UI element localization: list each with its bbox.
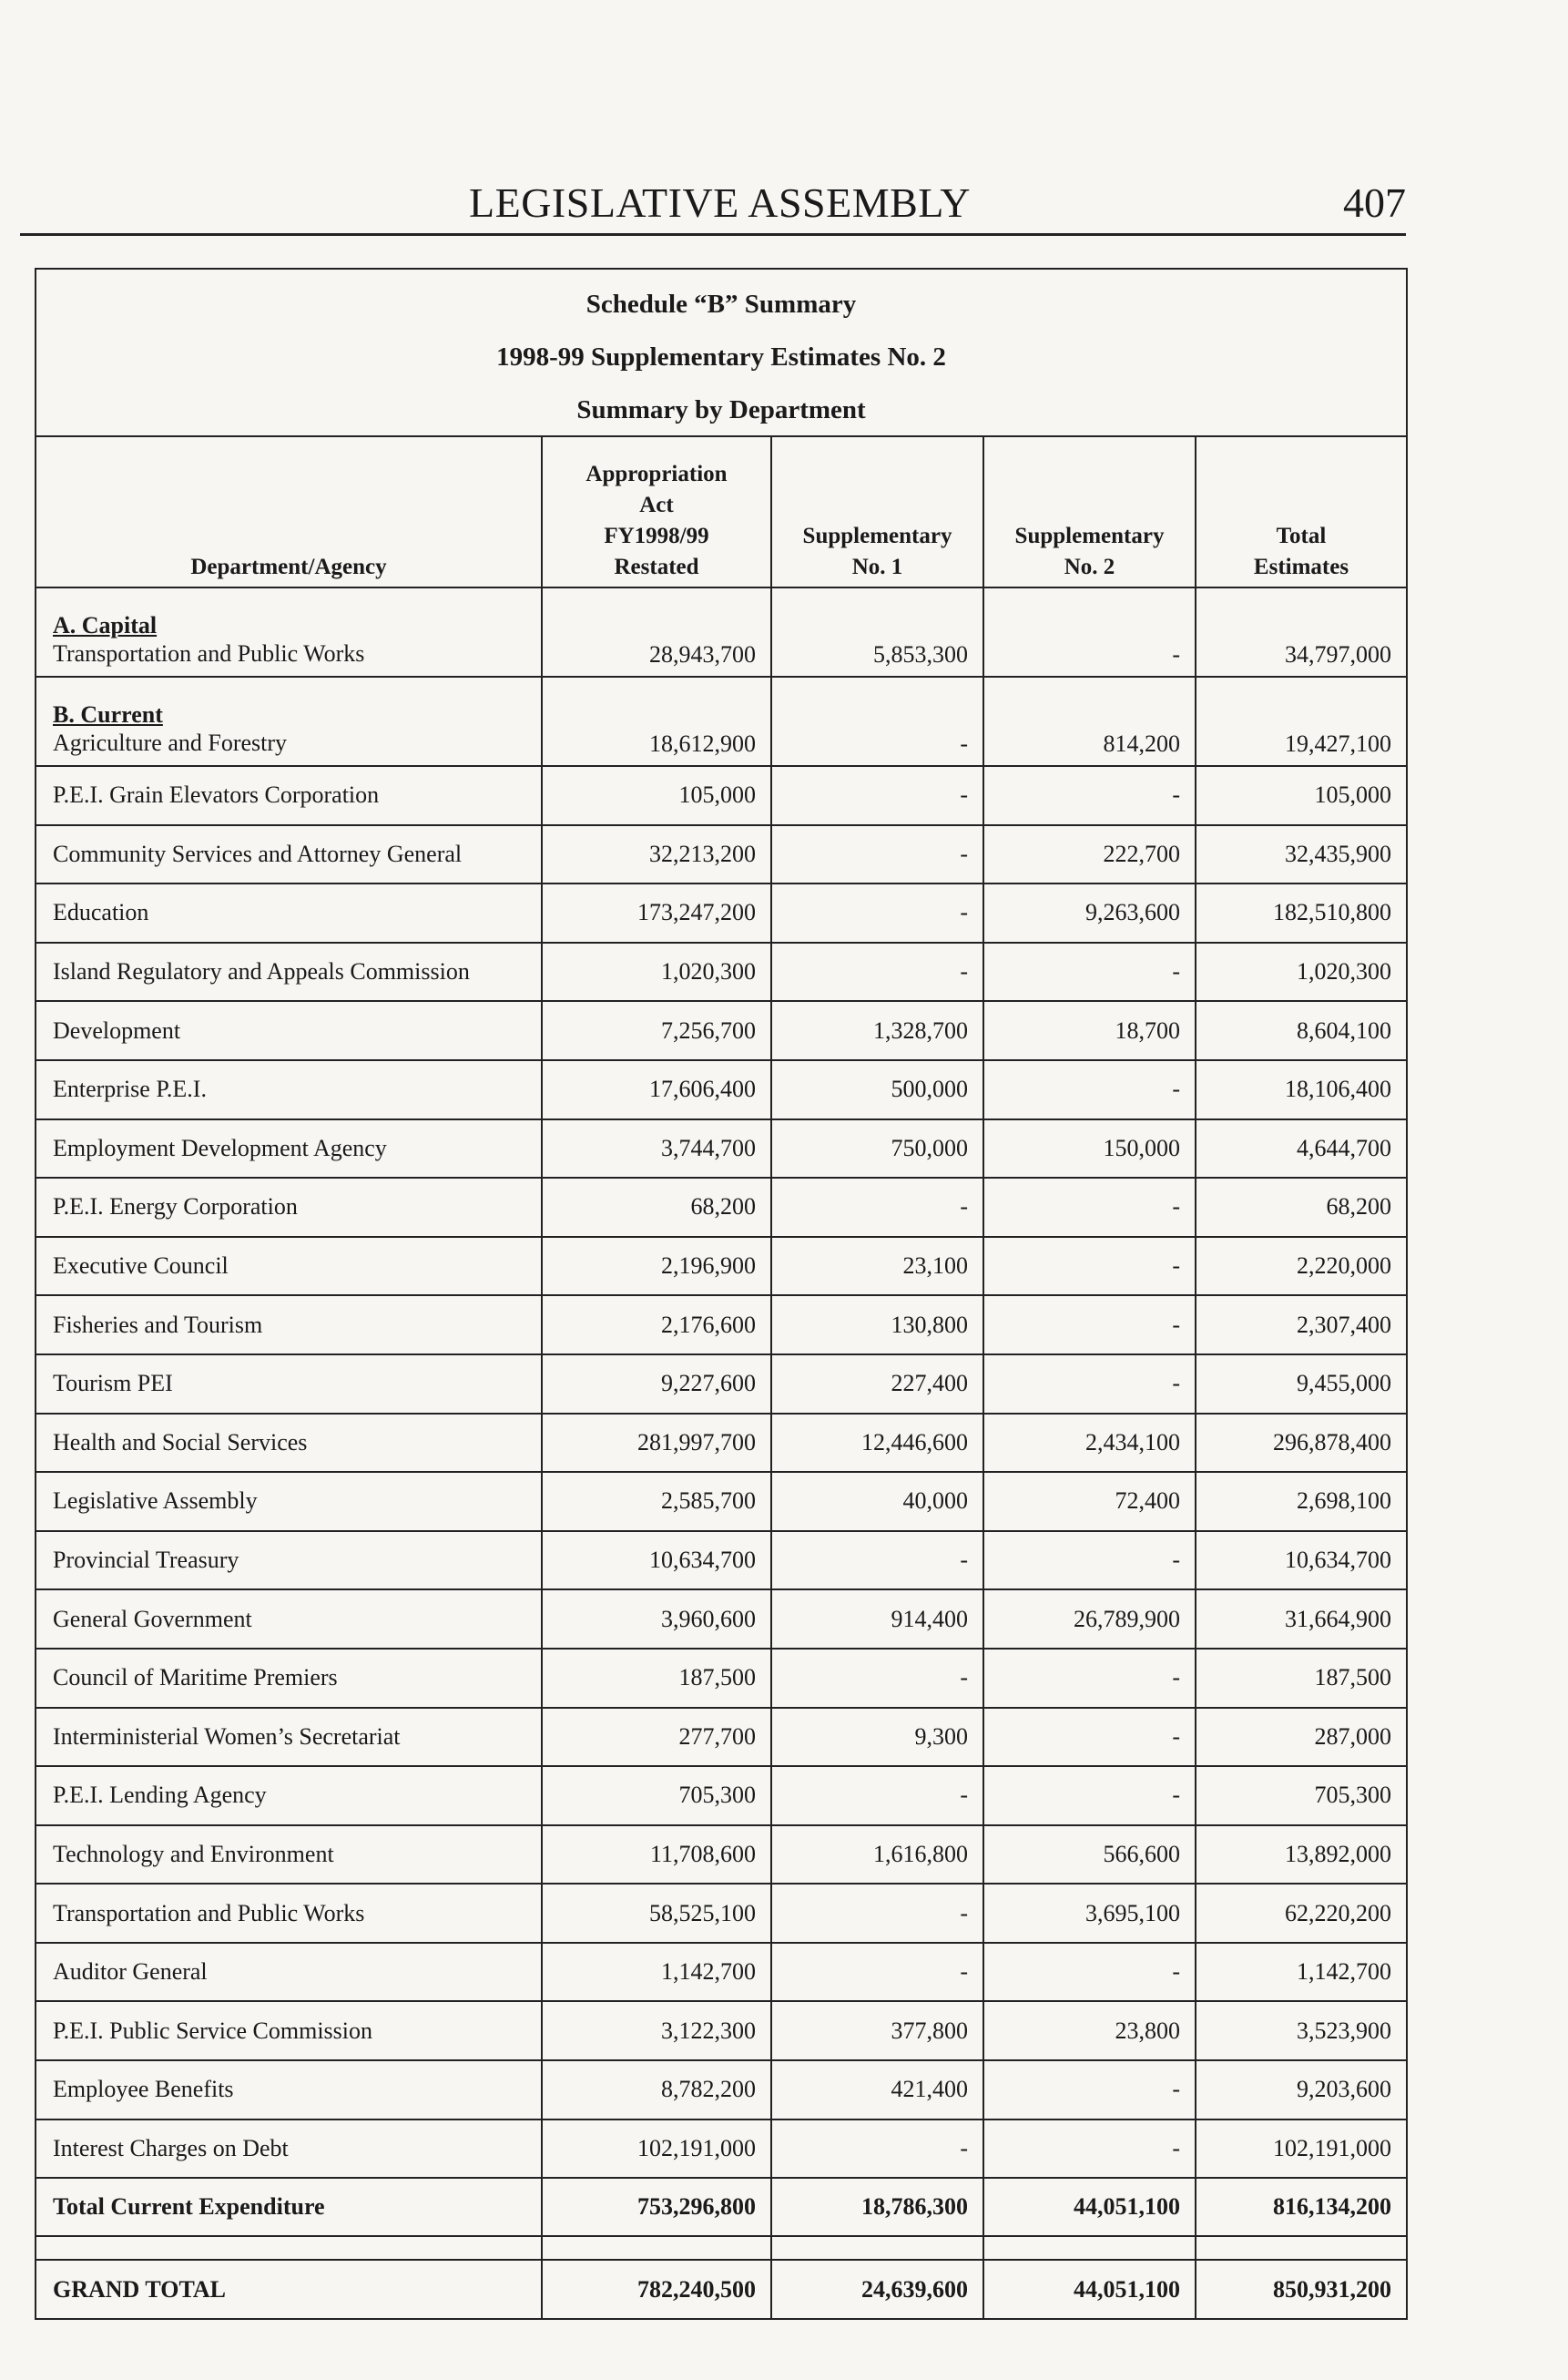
cell-supp2: -	[983, 1354, 1196, 1414]
schedule-summary-line: Summary by Department	[576, 395, 866, 424]
table-row	[36, 1943, 1406, 2002]
cell-appropriation: 17,606,400	[542, 1060, 771, 1119]
cell-supp1: -	[771, 825, 983, 884]
cell-supp1: -	[771, 1766, 983, 1825]
cell-supp1: 750,000	[771, 1119, 983, 1179]
cell-appropriation: 1,020,300	[542, 943, 771, 1002]
col-header-total-line: Estimates	[1253, 555, 1349, 579]
table-row	[36, 1060, 1406, 1119]
cell-supp2: 9,263,600	[983, 884, 1196, 943]
cell-appropriation: 281,997,700	[542, 1414, 771, 1473]
page-header	[20, 179, 1406, 236]
department-name: GRAND TOTAL	[36, 2260, 542, 2318]
col-header-appropriation-line: Restated	[614, 555, 699, 579]
cell-appropriation: 2,585,700	[542, 1472, 771, 1531]
cell-appropriation: 8,782,200	[542, 2060, 771, 2120]
col-header-appropriation-line: Appropriation	[585, 462, 728, 486]
cell-supp1: 12,446,600	[771, 1414, 983, 1473]
cell-supp2: -	[983, 766, 1196, 825]
cell-total: 18,106,400	[1196, 1060, 1406, 1119]
table-row	[36, 1649, 1406, 1708]
cell-total: 182,510,800	[1196, 884, 1406, 943]
spacer-cell	[542, 2236, 771, 2260]
cell-supp2: -	[983, 943, 1196, 1002]
cell-supp2: -	[983, 1708, 1196, 1767]
cell-supp1: 421,400	[771, 2060, 983, 2120]
table-row	[36, 1414, 1406, 1473]
table-row	[36, 884, 1406, 943]
department-name: P.E.I. Grain Elevators Corporation	[36, 766, 542, 825]
cell-total: 31,664,900	[1196, 1589, 1406, 1649]
cell-total: 8,604,100	[1196, 1001, 1406, 1060]
spacer-cell	[983, 2236, 1196, 2260]
cell-appropriation: 18,612,900	[542, 677, 771, 766]
cell-appropriation: 3,122,300	[542, 2001, 771, 2060]
cell-supp2: 18,700	[983, 1001, 1196, 1060]
table-row	[36, 1531, 1406, 1590]
cell-appropriation: 3,960,600	[542, 1589, 771, 1649]
department-name: Agriculture and Forestry	[53, 730, 288, 756]
spacer-cell	[771, 2236, 983, 2260]
cell-supp2: 44,051,100	[983, 2260, 1196, 2318]
table-row	[36, 1295, 1406, 1354]
cell-supp2: 150,000	[983, 1119, 1196, 1179]
schedule-title: Schedule “B” Summary	[585, 290, 857, 319]
cell-appropriation: 58,525,100	[542, 1884, 771, 1943]
department-name: Legislative Assembly	[36, 1472, 542, 1531]
table-row	[36, 1119, 1406, 1179]
department-name: Auditor General	[36, 1943, 542, 2002]
table-body	[36, 587, 1406, 2318]
cell-total: 1,142,700	[1196, 1943, 1406, 2002]
cell-appropriation: 10,634,700	[542, 1531, 771, 1590]
cell-total: 287,000	[1196, 1708, 1406, 1767]
total-row	[36, 2178, 1406, 2236]
department-name: Island Regulatory and Appeals Commission	[36, 943, 542, 1002]
cell-supp2: 23,800	[983, 2001, 1196, 2060]
cell-supp1: -	[771, 1531, 983, 1590]
cell-appropriation: 705,300	[542, 1766, 771, 1825]
cell-supp2: -	[983, 1531, 1196, 1590]
cell-appropriation: 1,142,700	[542, 1943, 771, 2002]
cell-appropriation: 782,240,500	[542, 2260, 771, 2318]
table-row	[36, 1766, 1406, 1825]
table-row	[36, 1354, 1406, 1414]
cell-total: 102,191,000	[1196, 2120, 1406, 2179]
cell-supp2: 2,434,100	[983, 1414, 1196, 1473]
col-header-appropriation	[542, 437, 771, 587]
cell-supp2: -	[983, 1943, 1196, 2002]
table-row	[36, 825, 1406, 884]
cell-supp2: 222,700	[983, 825, 1196, 884]
cell-appropriation: 9,227,600	[542, 1354, 771, 1414]
cell-appropriation: 11,708,600	[542, 1825, 771, 1885]
department-name: Executive Council	[36, 1237, 542, 1296]
cell-appropriation: 102,191,000	[542, 2120, 771, 2179]
department-name: Employment Development Agency	[36, 1119, 542, 1179]
cell-supp1: 9,300	[771, 1708, 983, 1767]
cell-total: 34,797,000	[1196, 587, 1406, 677]
col-header-supp1-line: No. 1	[851, 555, 903, 579]
table-row	[36, 943, 1406, 1002]
department-name: Enterprise P.E.I.	[36, 1060, 542, 1119]
cell-supp1: 227,400	[771, 1354, 983, 1414]
schedule-table-frame	[35, 268, 1408, 2320]
department-name: Technology and Environment	[36, 1825, 542, 1885]
table-row	[36, 1472, 1406, 1531]
department-name: Interest Charges on Debt	[36, 2120, 542, 2179]
cell-appropriation: 68,200	[542, 1178, 771, 1237]
running-head: LEGISLATIVE ASSEMBLY	[469, 179, 972, 226]
cell-supp1: 40,000	[771, 1472, 983, 1531]
row-label	[36, 677, 542, 766]
cell-supp2: -	[983, 1295, 1196, 1354]
page-number: 407	[1343, 179, 1406, 226]
cell-appropriation: 32,213,200	[542, 825, 771, 884]
department-name: Interministerial Women’s Secretariat	[36, 1708, 542, 1767]
table-row	[36, 677, 1406, 766]
cell-supp1: -	[771, 2120, 983, 2179]
col-header-department: Department/Agency	[36, 437, 542, 587]
table-row	[36, 1178, 1406, 1237]
cell-total: 187,500	[1196, 1649, 1406, 1708]
col-header-total-line: Total	[1276, 524, 1327, 548]
row-label	[36, 587, 542, 677]
department-name: Development	[36, 1001, 542, 1060]
cell-supp1: 5,853,300	[771, 587, 983, 677]
department-name: Fisheries and Tourism	[36, 1295, 542, 1354]
cell-supp1: -	[771, 1178, 983, 1237]
cell-total: 13,892,000	[1196, 1825, 1406, 1885]
department-name: Council of Maritime Premiers	[36, 1649, 542, 1708]
department-name: P.E.I. Public Service Commission	[36, 2001, 542, 2060]
col-header-supp1-line: Supplementary	[802, 524, 952, 548]
cell-supp2: 44,051,100	[983, 2178, 1196, 2236]
department-name: P.E.I. Lending Agency	[36, 1766, 542, 1825]
cell-total: 2,220,000	[1196, 1237, 1406, 1296]
cell-supp2: -	[983, 1766, 1196, 1825]
cell-supp1: 1,328,700	[771, 1001, 983, 1060]
cell-total: 10,634,700	[1196, 1531, 1406, 1590]
cell-supp1: -	[771, 1884, 983, 1943]
cell-total: 1,020,300	[1196, 943, 1406, 1002]
cell-supp1: -	[771, 943, 983, 1002]
cell-appropriation: 7,256,700	[542, 1001, 771, 1060]
col-header-supp1	[771, 437, 983, 587]
cell-supp2: -	[983, 2060, 1196, 2120]
cell-supp2: 566,600	[983, 1825, 1196, 1885]
spacer-row	[36, 2236, 1406, 2260]
department-name: Total Current Expenditure	[36, 2178, 542, 2236]
cell-supp1: 1,616,800	[771, 1825, 983, 1885]
department-name: Health and Social Services	[36, 1414, 542, 1473]
cell-total: 2,698,100	[1196, 1472, 1406, 1531]
col-header-appropriation-line: FY1998/99	[604, 524, 709, 548]
cell-total: 68,200	[1196, 1178, 1406, 1237]
department-name: Tourism PEI	[36, 1354, 542, 1414]
cell-supp2: 26,789,900	[983, 1589, 1196, 1649]
table-row	[36, 1001, 1406, 1060]
cell-total: 62,220,200	[1196, 1884, 1406, 1943]
table-row	[36, 1708, 1406, 1767]
cell-supp1: 130,800	[771, 1295, 983, 1354]
table-row	[36, 2001, 1406, 2060]
cell-supp2: 814,200	[983, 677, 1196, 766]
department-name: Provincial Treasury	[36, 1531, 542, 1590]
cell-total: 32,435,900	[1196, 825, 1406, 884]
cell-supp1: -	[771, 677, 983, 766]
cell-total: 816,134,200	[1196, 2178, 1406, 2236]
cell-total: 105,000	[1196, 766, 1406, 825]
section-heading-capital: A. Capital	[53, 612, 158, 638]
cell-appropriation: 3,744,700	[542, 1119, 771, 1179]
cell-supp2: -	[983, 1178, 1196, 1237]
department-name: P.E.I. Energy Corporation	[36, 1178, 542, 1237]
cell-total: 9,203,600	[1196, 2060, 1406, 2120]
cell-appropriation: 187,500	[542, 1649, 771, 1708]
cell-appropriation: 753,296,800	[542, 2178, 771, 2236]
col-header-supp2	[983, 437, 1196, 587]
department-name: Transportation and Public Works	[36, 1884, 542, 1943]
table-row	[36, 1237, 1406, 1296]
cell-appropriation: 2,196,900	[542, 1237, 771, 1296]
col-header-appropriation-line: Act	[639, 493, 674, 517]
schedule-caption	[36, 270, 1406, 437]
cell-total: 296,878,400	[1196, 1414, 1406, 1473]
table-row	[36, 766, 1406, 825]
cell-supp1: -	[771, 766, 983, 825]
cell-total: 3,523,900	[1196, 2001, 1406, 2060]
cell-supp1: 18,786,300	[771, 2178, 983, 2236]
cell-appropriation: 28,943,700	[542, 587, 771, 677]
cell-appropriation: 173,247,200	[542, 884, 771, 943]
cell-total: 705,300	[1196, 1766, 1406, 1825]
cell-appropriation: 2,176,600	[542, 1295, 771, 1354]
cell-appropriation: 277,700	[542, 1708, 771, 1767]
col-header-supp2-line: No. 2	[1064, 555, 1115, 579]
department-name: General Government	[36, 1589, 542, 1649]
section-heading-current: B. Current	[53, 701, 163, 728]
header-row	[36, 437, 1406, 587]
cell-supp2: -	[983, 1060, 1196, 1119]
department-name: Transportation and Public Works	[53, 640, 365, 667]
cell-total: 9,455,000	[1196, 1354, 1406, 1414]
grand-total-row	[36, 2260, 1406, 2318]
cell-supp1: 500,000	[771, 1060, 983, 1119]
spacer-cell	[36, 2236, 542, 2260]
cell-supp1: -	[771, 1943, 983, 2002]
table-row	[36, 587, 1406, 677]
cell-appropriation: 105,000	[542, 766, 771, 825]
department-name: Employee Benefits	[36, 2060, 542, 2120]
table-row	[36, 2120, 1406, 2179]
cell-supp1: 24,639,600	[771, 2260, 983, 2318]
cell-supp2: 72,400	[983, 1472, 1196, 1531]
table-row	[36, 1884, 1406, 1943]
cell-supp1: 23,100	[771, 1237, 983, 1296]
cell-supp2: -	[983, 587, 1196, 677]
cell-supp2: -	[983, 1649, 1196, 1708]
col-header-total	[1196, 437, 1406, 587]
cell-supp2: 3,695,100	[983, 1884, 1196, 1943]
table-row	[36, 1589, 1406, 1649]
table-row	[36, 1825, 1406, 1885]
spacer-cell	[1196, 2236, 1406, 2260]
cell-total: 4,644,700	[1196, 1119, 1406, 1179]
cell-total: 19,427,100	[1196, 677, 1406, 766]
table-row	[36, 2060, 1406, 2120]
cell-supp2: -	[983, 1237, 1196, 1296]
department-name: Community Services and Attorney General	[36, 825, 542, 884]
department-name: Education	[36, 884, 542, 943]
cell-total: 850,931,200	[1196, 2260, 1406, 2318]
cell-supp1: 377,800	[771, 2001, 983, 2060]
cell-total: 2,307,400	[1196, 1295, 1406, 1354]
cell-supp1: 914,400	[771, 1589, 983, 1649]
cell-supp1: -	[771, 884, 983, 943]
schedule-subtitle: 1998-99 Supplementary Estimates No. 2	[496, 342, 946, 372]
cell-supp2: -	[983, 2120, 1196, 2179]
summary-table	[36, 437, 1406, 2318]
cell-supp1: -	[771, 1649, 983, 1708]
col-header-supp2-line: Supplementary	[1014, 524, 1165, 548]
